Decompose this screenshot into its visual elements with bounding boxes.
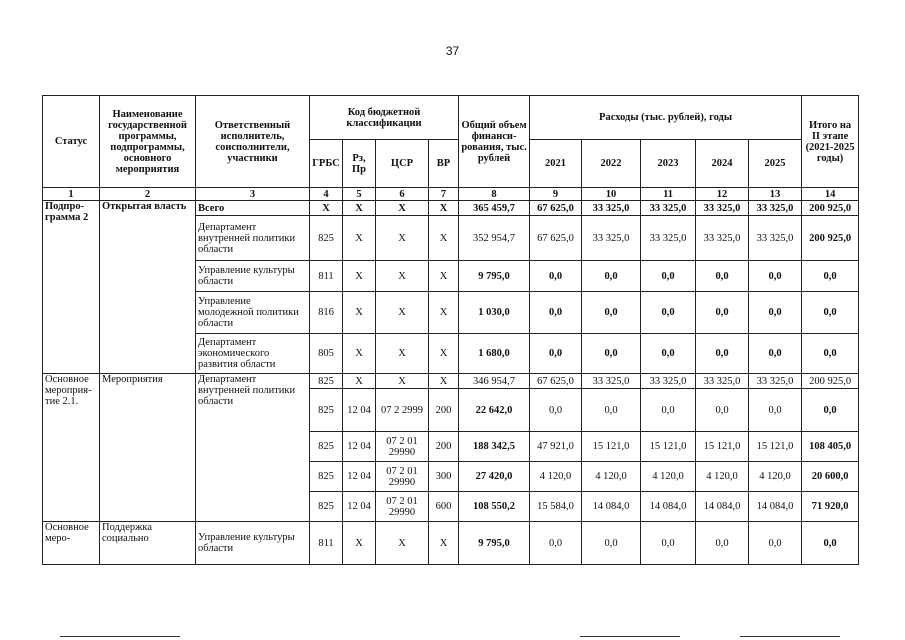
header-program-name: Наименование государственной программы, подпрограммы, основного мероприятия bbox=[100, 96, 196, 188]
grbs-cell: 825 bbox=[310, 389, 343, 432]
rzpr-cell: Х bbox=[343, 216, 376, 261]
grbs-cell: 811 bbox=[310, 522, 343, 565]
total-cell: 346 954,7 bbox=[459, 374, 530, 389]
column-numbers-row bbox=[43, 188, 859, 201]
y2023-cell: 0,0 bbox=[641, 334, 696, 374]
header-expenses: Расходы (тыс. рублей), годы bbox=[530, 96, 802, 140]
y2023-cell: 33 325,0 bbox=[641, 374, 696, 389]
header-status: Статус bbox=[43, 96, 100, 188]
y2022-cell: 0,0 bbox=[582, 389, 641, 432]
y2022-cell: 0,0 bbox=[582, 261, 641, 292]
header-budget-code: Код бюджетной классификации bbox=[310, 96, 459, 140]
scan-line bbox=[580, 636, 680, 637]
csr-cell: Х bbox=[376, 261, 429, 292]
y2021-cell: 47 921,0 bbox=[530, 432, 582, 462]
colnum: 8 bbox=[459, 188, 530, 201]
colnum: 9 bbox=[530, 188, 582, 201]
csr-cell: Х bbox=[376, 334, 429, 374]
y2023-cell: 14 084,0 bbox=[641, 492, 696, 522]
y2022-cell: 33 325,0 bbox=[582, 216, 641, 261]
y2024-cell: 4 120,0 bbox=[696, 462, 749, 492]
y2021-cell: 67 625,0 bbox=[530, 216, 582, 261]
csr-cell: Х bbox=[376, 216, 429, 261]
grbs-cell: 805 bbox=[310, 334, 343, 374]
csr-cell: Х bbox=[376, 292, 429, 334]
csr-cell: 07 2 01 29990 bbox=[376, 492, 429, 522]
header-vr: ВР bbox=[429, 140, 459, 188]
y2025-cell: 33 325,0 bbox=[749, 216, 802, 261]
vr-cell: Х bbox=[429, 216, 459, 261]
total-cell: 9 795,0 bbox=[459, 522, 530, 565]
y2021-cell: 67 625,0 bbox=[530, 374, 582, 389]
y2023-cell: 33 325,0 bbox=[641, 216, 696, 261]
y2024-cell: 0,0 bbox=[696, 261, 749, 292]
y2022-cell: 0,0 bbox=[582, 522, 641, 565]
itogo-cell: 20 600,0 bbox=[802, 462, 859, 492]
rzpr-cell: Х bbox=[343, 374, 376, 389]
y2022-cell: 33 325,0 bbox=[582, 201, 641, 216]
y2025-cell: 33 325,0 bbox=[749, 201, 802, 216]
y2024-cell: 0,0 bbox=[696, 389, 749, 432]
itogo-cell: 200 925,0 bbox=[802, 201, 859, 216]
colnum: 11 bbox=[641, 188, 696, 201]
itogo-cell: 200 925,0 bbox=[802, 374, 859, 389]
colnum: 7 bbox=[429, 188, 459, 201]
csr-cell: Х bbox=[376, 201, 429, 216]
y2023-cell: 0,0 bbox=[641, 261, 696, 292]
vr-cell: Х bbox=[429, 292, 459, 334]
table-row bbox=[43, 201, 859, 216]
status-cell: Подпро-грамма 2 bbox=[43, 201, 100, 374]
total-cell: 22 642,0 bbox=[459, 389, 530, 432]
vr-cell: 300 bbox=[429, 462, 459, 492]
csr-cell: Х bbox=[376, 522, 429, 565]
y2024-cell: 33 325,0 bbox=[696, 216, 749, 261]
scan-line bbox=[60, 636, 180, 637]
y2021-cell: 4 120,0 bbox=[530, 462, 582, 492]
colnum: 13 bbox=[749, 188, 802, 201]
colnum: 5 bbox=[343, 188, 376, 201]
header-executor: Ответственный исполнитель, соисполнители, участники bbox=[196, 96, 310, 188]
header-rzpr: Рз, Пр bbox=[343, 140, 376, 188]
header-grbs: ГРБС bbox=[310, 140, 343, 188]
itogo-cell: 200 925,0 bbox=[802, 216, 859, 261]
y2021-cell: 0,0 bbox=[530, 522, 582, 565]
total-cell: 1 680,0 bbox=[459, 334, 530, 374]
table-row bbox=[43, 374, 859, 389]
header-y2022: 2022 bbox=[582, 140, 641, 188]
rzpr-cell: 12 04 bbox=[343, 492, 376, 522]
csr-cell: 07 2 01 29990 bbox=[376, 462, 429, 492]
grbs-cell: 816 bbox=[310, 292, 343, 334]
total-cell: 188 342,5 bbox=[459, 432, 530, 462]
y2021-cell: 0,0 bbox=[530, 261, 582, 292]
total-cell: 352 954,7 bbox=[459, 216, 530, 261]
executor-cell: Департамент внутренней политики области bbox=[196, 374, 310, 522]
y2024-cell: 15 121,0 bbox=[696, 432, 749, 462]
colnum: 6 bbox=[376, 188, 429, 201]
vr-cell: Х bbox=[429, 261, 459, 292]
itogo-cell: 108 405,0 bbox=[802, 432, 859, 462]
status-cell: Основное мероприя-тие 2.1. bbox=[43, 374, 100, 522]
y2024-cell: 33 325,0 bbox=[696, 374, 749, 389]
y2021-cell: 67 625,0 bbox=[530, 201, 582, 216]
scan-line bbox=[740, 636, 840, 637]
grbs-cell: 825 bbox=[310, 216, 343, 261]
y2023-cell: 33 325,0 bbox=[641, 201, 696, 216]
grbs-cell: 825 bbox=[310, 374, 343, 389]
rzpr-cell: Х bbox=[343, 261, 376, 292]
executor-cell: Управление культуры области bbox=[196, 261, 310, 292]
y2021-cell: 15 584,0 bbox=[530, 492, 582, 522]
total-cell: 365 459,7 bbox=[459, 201, 530, 216]
itogo-cell: 0,0 bbox=[802, 522, 859, 565]
program-name-cell: Поддержка социально bbox=[100, 522, 196, 565]
rzpr-cell: Х bbox=[343, 334, 376, 374]
total-cell: 108 550,2 bbox=[459, 492, 530, 522]
status-cell: Основное меро- bbox=[43, 522, 100, 565]
colnum: 14 bbox=[802, 188, 859, 201]
y2022-cell: 0,0 bbox=[582, 292, 641, 334]
y2025-cell: 15 121,0 bbox=[749, 432, 802, 462]
header-y2021: 2021 bbox=[530, 140, 582, 188]
y2025-cell: 0,0 bbox=[749, 389, 802, 432]
y2025-cell: 0,0 bbox=[749, 334, 802, 374]
header-itogo: Итого на II этапе (2021-2025 годы) bbox=[802, 96, 859, 188]
y2025-cell: 14 084,0 bbox=[749, 492, 802, 522]
y2023-cell: 0,0 bbox=[641, 389, 696, 432]
colnum: 10 bbox=[582, 188, 641, 201]
header-total-volume: Общий объем финанси-рования, тыс. рублей bbox=[459, 96, 530, 188]
header-y2025: 2025 bbox=[749, 140, 802, 188]
total-cell: 27 420,0 bbox=[459, 462, 530, 492]
y2022-cell: 0,0 bbox=[582, 334, 641, 374]
executor-cell: Департамент экономического развития области bbox=[196, 334, 310, 374]
rzpr-cell: Х bbox=[343, 522, 376, 565]
header-csr: ЦСР bbox=[376, 140, 429, 188]
rzpr-cell: 12 04 bbox=[343, 432, 376, 462]
y2022-cell: 14 084,0 bbox=[582, 492, 641, 522]
itogo-cell: 0,0 bbox=[802, 389, 859, 432]
executor-cell: Управление молодежной политики области bbox=[196, 292, 310, 334]
y2023-cell: 4 120,0 bbox=[641, 462, 696, 492]
colnum: 12 bbox=[696, 188, 749, 201]
rzpr-cell: Х bbox=[343, 292, 376, 334]
y2025-cell: 0,0 bbox=[749, 522, 802, 565]
itogo-cell: 71 920,0 bbox=[802, 492, 859, 522]
y2025-cell: 0,0 bbox=[749, 292, 802, 334]
vr-cell: 600 bbox=[429, 492, 459, 522]
y2023-cell: 0,0 bbox=[641, 522, 696, 565]
csr-cell: 07 2 01 29990 bbox=[376, 432, 429, 462]
colnum: 2 bbox=[100, 188, 196, 201]
executor-cell: Всего bbox=[196, 201, 310, 216]
colnum: 4 bbox=[310, 188, 343, 201]
vr-cell: Х bbox=[429, 334, 459, 374]
y2021-cell: 0,0 bbox=[530, 292, 582, 334]
y2024-cell: 14 084,0 bbox=[696, 492, 749, 522]
header-y2023: 2023 bbox=[641, 140, 696, 188]
y2024-cell: 0,0 bbox=[696, 522, 749, 565]
grbs-cell: 825 bbox=[310, 492, 343, 522]
y2022-cell: 4 120,0 bbox=[582, 462, 641, 492]
vr-cell: 200 bbox=[429, 389, 459, 432]
y2022-cell: 33 325,0 bbox=[582, 374, 641, 389]
table-row bbox=[43, 522, 859, 565]
vr-cell: 200 bbox=[429, 432, 459, 462]
vr-cell: Х bbox=[429, 522, 459, 565]
executor-cell: Управление культуры области bbox=[196, 522, 310, 565]
y2021-cell: 0,0 bbox=[530, 389, 582, 432]
total-cell: 1 030,0 bbox=[459, 292, 530, 334]
total-cell: 9 795,0 bbox=[459, 261, 530, 292]
program-name-cell: Открытая власть bbox=[100, 201, 196, 374]
csr-cell: 07 2 2999 bbox=[376, 389, 429, 432]
colnum: 3 bbox=[196, 188, 310, 201]
grbs-cell: 811 bbox=[310, 261, 343, 292]
itogo-cell: 0,0 bbox=[802, 261, 859, 292]
grbs-cell: 825 bbox=[310, 432, 343, 462]
page-number: 37 bbox=[445, 44, 460, 58]
budget-table bbox=[42, 95, 859, 565]
itogo-cell: 0,0 bbox=[802, 334, 859, 374]
y2023-cell: 15 121,0 bbox=[641, 432, 696, 462]
vr-cell: Х bbox=[429, 201, 459, 216]
program-name-cell: Мероприятия bbox=[100, 374, 196, 522]
grbs-cell: Х bbox=[310, 201, 343, 216]
y2025-cell: 0,0 bbox=[749, 261, 802, 292]
vr-cell: Х bbox=[429, 374, 459, 389]
y2024-cell: 0,0 bbox=[696, 334, 749, 374]
y2025-cell: 4 120,0 bbox=[749, 462, 802, 492]
header-y2024: 2024 bbox=[696, 140, 749, 188]
y2023-cell: 0,0 bbox=[641, 292, 696, 334]
executor-cell: Департамент внутренней политики области bbox=[196, 216, 310, 261]
y2024-cell: 0,0 bbox=[696, 292, 749, 334]
rzpr-cell: 12 04 bbox=[343, 462, 376, 492]
y2021-cell: 0,0 bbox=[530, 334, 582, 374]
rzpr-cell: Х bbox=[343, 201, 376, 216]
csr-cell: Х bbox=[376, 374, 429, 389]
itogo-cell: 0,0 bbox=[802, 292, 859, 334]
y2024-cell: 33 325,0 bbox=[696, 201, 749, 216]
rzpr-cell: 12 04 bbox=[343, 389, 376, 432]
y2022-cell: 15 121,0 bbox=[582, 432, 641, 462]
grbs-cell: 825 bbox=[310, 462, 343, 492]
colnum: 1 bbox=[43, 188, 100, 201]
y2025-cell: 33 325,0 bbox=[749, 374, 802, 389]
